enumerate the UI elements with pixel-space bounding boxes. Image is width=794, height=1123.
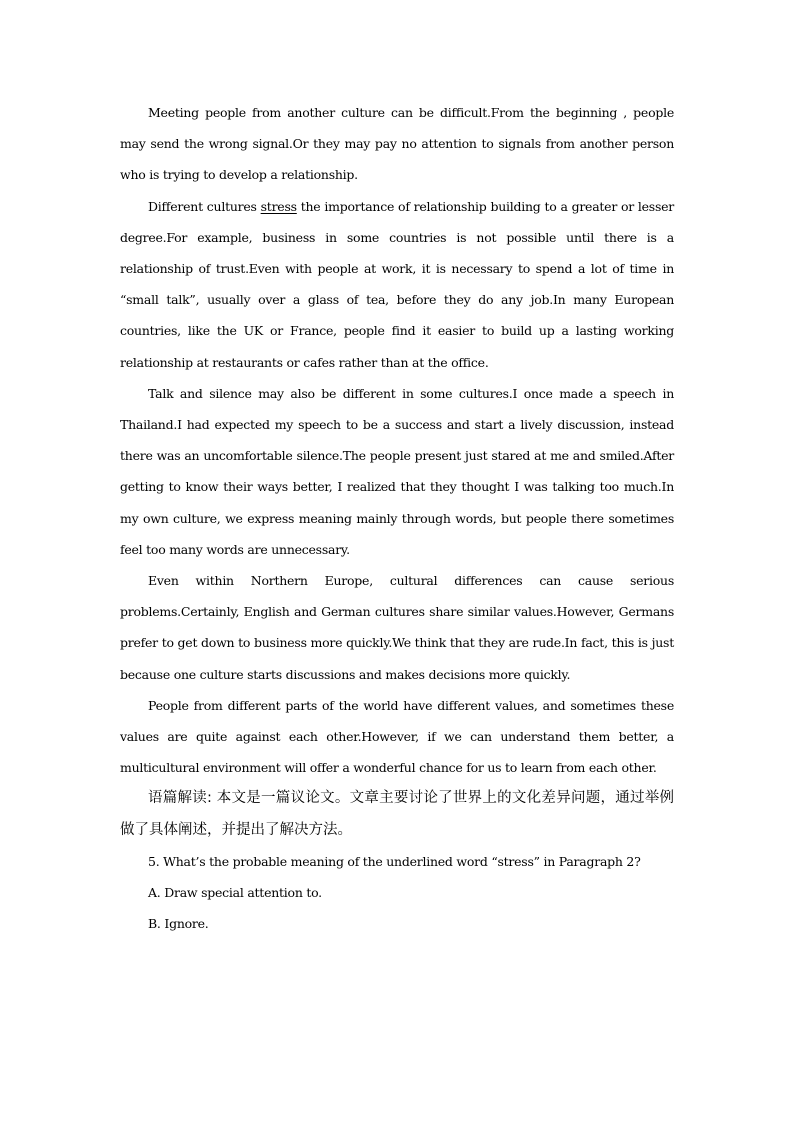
underlined-word-stress: stress (260, 198, 297, 214)
option-a: A. Draw special attention to. (148, 885, 322, 901)
paragraph-4: Even within Northern Europe, cultural differences can cause serious problems.Certainly, English and German cultures share similar values.However, Germans prefer to get down to business more quickly.We think that they are rude.In fact, this is just because one culture starts discussions and makes decisions more quickly. (120, 573, 674, 682)
paragraph-1: Meeting people from another culture can be difficult.From the beginning , people may send the wrong signal.Or they may pay no attention to signals from another person who is trying to develop a relationship. (120, 105, 674, 183)
paragraph-2 (120, 191, 674, 378)
paragraph-2-rest: the importance of relationship building to a greater or lesser degree.For example, business in some countries is not possible until there is a relationship of trust.Even with people at work, it is necessary to spend a lot of time in “small talk”, usually over a glass of tea, before they do any job.In many European countries, like the UK or France, people find it easier to build up a lasting working relationship at restaurants or cafes rather than at the office. (120, 198, 674, 370)
question-stem: 5. What’s the probable meaning of the underlined word “stress” in Paragraph 2? (148, 853, 641, 869)
option-b: B. Ignore. (148, 916, 209, 932)
paragraph-3: Talk and silence may also be different in some cultures.I once made a speech in Thailand.I had expected my speech to be a success and start a lively discussion, instead there was an uncomfortable silence.The people present just stared at me and smiled.After getting to know their ways better, I realized that they thought I was talking too much.In my own culture, we express meaning mainly through words, but people there sometimes feel too many words are unnecessary. (120, 385, 674, 557)
paragraph-5: People from different parts of the world have different values, and sometimes these values are quite against each other.However, if we can understand them better, a multicultural environment will offer a wonderful chance for us to learn from each other. (120, 697, 674, 776)
passage-analysis: 语篇解读: 本文是一篇议论文。文章主要讨论了世界上的文化差异问题，通过举例做了具体阐述，并提出了解决方法。 (120, 790, 674, 838)
paragraph-2-lead: Different cultures (148, 198, 261, 214)
document-page (120, 97, 674, 939)
